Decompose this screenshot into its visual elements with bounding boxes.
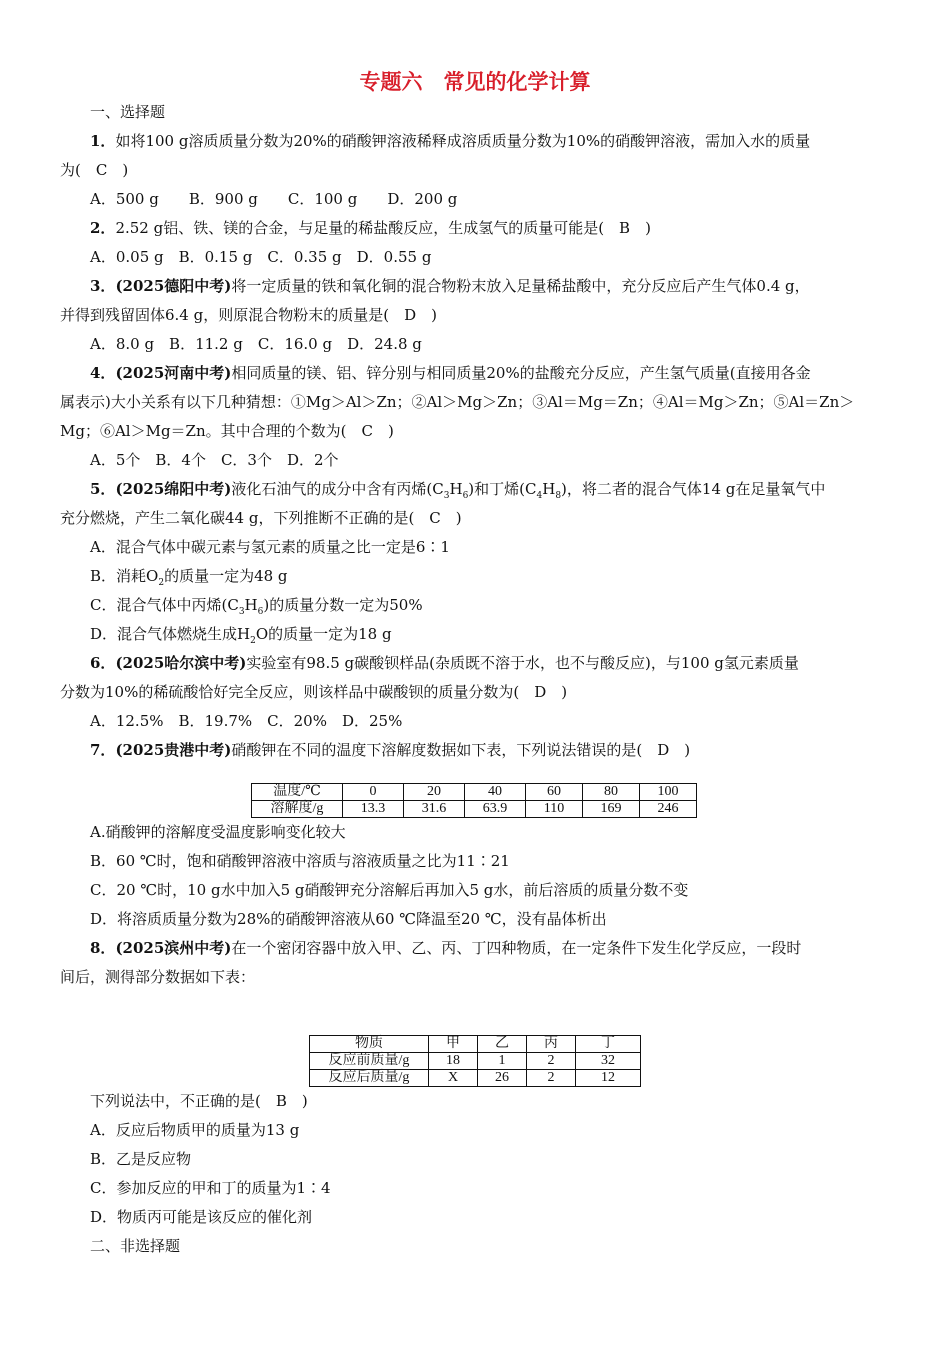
table-cell: 80	[583, 784, 640, 801]
text-segment: H	[449, 480, 463, 498]
table-cell: 20	[404, 784, 465, 801]
text-segment: )的质量分数一定为50%	[263, 596, 423, 614]
question-6-continued: 分数为10%的稀硫酸恰好完全反应，则该样品中碳酸钡的质量分数为( D )	[60, 683, 568, 701]
text-segment: )和丁烯(C	[468, 480, 537, 498]
table-cell: 反应前质量/g	[310, 1053, 429, 1070]
text-segment: 的质量一定为48 g	[164, 567, 288, 585]
question-2	[60, 214, 896, 243]
table-cell: 63.9	[465, 801, 526, 818]
question-number: 5．	[90, 480, 116, 498]
question-number: 7．	[90, 741, 116, 759]
text-segment: D．混合气体燃烧生成H	[90, 625, 251, 643]
table-cell: X	[429, 1070, 478, 1087]
question-2-options: A．0.05 g B．0.15 g C．0.35 g D．0.55 g	[90, 248, 432, 266]
question-5-continued: 充分燃烧，产生二氧化碳44 g，下列推断不正确的是( C )	[60, 509, 462, 527]
reaction-table-wrapper	[60, 992, 896, 1087]
table-cell: 40	[465, 784, 526, 801]
question-text: 2.52 g铝、铁、镁的合金，与足量的稀盐酸反应，生成氢气的质量可能是( B )	[115, 219, 651, 237]
question-8-option-b: B．乙是反应物	[90, 1150, 192, 1168]
table-cell: 246	[640, 801, 697, 818]
subscript: 3	[443, 491, 450, 501]
question-3-continued: 并得到残留固体6.4 g，则原混合物粉末的质量是( D )	[60, 306, 437, 324]
subscript: 8	[555, 491, 562, 501]
question-5	[60, 475, 896, 504]
question-5-option-c	[60, 591, 896, 620]
question-7	[60, 736, 896, 765]
subscript: 6	[462, 491, 469, 501]
question-source: (2025德阳中考)	[115, 277, 232, 295]
question-7-option-a: A.硝酸钾的溶解度受温度影响变化较大	[90, 823, 346, 841]
question-5-option-a: A．混合气体中碳元素与氢元素的质量之比一定是6∶1	[90, 538, 450, 556]
question-source: (2025河南中考)	[115, 364, 232, 382]
question-number: 3．	[90, 277, 116, 295]
table-row	[252, 784, 697, 801]
subscript: 4	[536, 491, 543, 501]
question-7-option-d: D．将溶质质量分数为28%的硝酸钾溶液从60 ℃降温至20 ℃，没有晶体析出	[90, 910, 607, 928]
solubility-table	[251, 783, 697, 818]
question-text: 将一定质量的铁和氧化铜的混合物粉末放入足量稀盐酸中，充分反应后产生气体0.4 g，	[231, 277, 810, 295]
table-row	[310, 1036, 641, 1053]
question-8-continued: 间后，测得部分数据如下表：	[60, 968, 256, 986]
question-text: 实验室有98.5 g碳酸钡样品(杂质既不溶于水，也不与酸反应)，与100 g氢元素质量	[246, 654, 799, 672]
subscript: 6	[257, 607, 264, 617]
page-title: 专题六 常见的化学计算	[359, 70, 591, 94]
reaction-table	[309, 1035, 641, 1087]
question-7-option-b: B．60 ℃时，饱和硝酸钾溶液中溶质与溶液质量之比为11∶21	[90, 852, 510, 870]
text-segment: 液化石油气的成分中含有丙烯(C	[231, 480, 444, 498]
table-cell: 2	[527, 1053, 576, 1070]
question-number: 8．	[90, 939, 116, 957]
text-segment: H	[244, 596, 258, 614]
table-cell: 60	[526, 784, 583, 801]
question-number: 2．	[90, 219, 116, 237]
table-cell: 100	[640, 784, 697, 801]
question-3	[60, 272, 896, 301]
table-cell: 12	[576, 1070, 641, 1087]
subscript: 3	[238, 607, 245, 617]
question-text: 相同质量的镁、铝、锌分别与相同质量20%的盐酸充分反应，产生氢气质量(直接用各金	[231, 364, 811, 382]
section-heading-choice: 一、选择题	[90, 103, 166, 121]
question-source: (2025哈尔滨中考)	[115, 654, 247, 672]
question-5-option-d	[60, 620, 896, 649]
question-source: (2025滨州中考)	[115, 939, 232, 957]
question-source: (2025绵阳中考)	[115, 480, 232, 498]
question-number: 4．	[90, 364, 116, 382]
table-cell: 0	[343, 784, 404, 801]
table-cell: 丙	[527, 1036, 576, 1053]
subscript: 2	[250, 636, 256, 646]
question-6-options: A．12.5% B．19.7% C．20% D．25%	[90, 712, 403, 730]
table-cell: 温度/℃	[252, 784, 343, 801]
question-7-option-c: C．20 ℃时，10 g水中加入5 g硝酸钾充分溶解后再加入5 g水，前后溶质的质量分数不变	[90, 881, 689, 899]
table-cell: 110	[526, 801, 583, 818]
text-segment: C．混合气体中丙烯(C	[90, 596, 239, 614]
section-heading-non-choice: 二、非选择题	[90, 1237, 181, 1255]
text-segment: )，将二者的混合气体14 g在足量氧气中	[561, 480, 826, 498]
question-1	[60, 127, 896, 156]
text-segment: H	[542, 480, 556, 498]
question-8-option-a: A．反应后物质甲的质量为13 g	[90, 1121, 300, 1139]
question-number: 1．	[90, 132, 116, 150]
subscript: 2	[158, 578, 165, 588]
table-row	[310, 1053, 641, 1070]
table-cell: 26	[478, 1070, 527, 1087]
text-segment: B．消耗O	[90, 567, 159, 585]
document-body	[60, 98, 896, 1261]
table-cell: 乙	[478, 1036, 527, 1053]
question-number: 6．	[90, 654, 116, 672]
question-text: 硝酸钾在不同的温度下溶解度数据如下表，下列说法错误的是( D )	[231, 741, 691, 759]
question-source: (2025贵港中考)	[115, 741, 232, 759]
table-cell: 2	[527, 1070, 576, 1087]
table-cell: 反应后质量/g	[310, 1070, 429, 1087]
table-cell: 13.3	[343, 801, 404, 818]
table-cell: 甲	[429, 1036, 478, 1053]
question-1-continued: 为( C )	[60, 161, 129, 179]
question-8-option-d: D．物质丙可能是该反应的催化剂	[90, 1208, 313, 1226]
question-4-continued: 属表示)大小关系有以下几种猜想：①Mg＞Al＞Zn；②Al＞Mg＞Zn；③Al＝Mg＝Zn；④Al＝Mg＞Zn；⑤Al＝Zn＞	[60, 393, 855, 411]
question-4	[60, 359, 896, 388]
solubility-table-wrapper	[60, 765, 896, 818]
table-cell: 31.6	[404, 801, 465, 818]
table-cell: 溶解度/g	[252, 801, 343, 818]
text-segment: O的质量一定为18 g	[255, 625, 392, 643]
table-cell: 32	[576, 1053, 641, 1070]
question-6	[60, 649, 896, 678]
question-5-option-b	[60, 562, 896, 591]
question-8	[60, 934, 896, 963]
table-cell: 169	[583, 801, 640, 818]
question-3-options: A．8.0 g B．11.2 g C．16.0 g D．24.8 g	[90, 335, 422, 353]
table-cell: 丁	[576, 1036, 641, 1053]
question-text: 如将100 g溶质质量分数为20%的硝酸钾溶液稀释成溶质质量分数为10%的硝酸钾溶液，需加入水的质量	[115, 132, 811, 150]
table-cell: 18	[429, 1053, 478, 1070]
table-cell: 1	[478, 1053, 527, 1070]
question-text: 在一个密闭容器中放入甲、乙、丙、丁四种物质，在一定条件下发生化学反应，一段时	[231, 939, 802, 957]
question-1-options: A．500 g B．900 g C．100 g D．200 g	[90, 190, 458, 208]
table-row	[310, 1070, 641, 1087]
question-text	[231, 480, 826, 501]
question-4-continued-2: Mg；⑥Al＞Mg＝Zn。其中合理的个数为( C )	[60, 422, 394, 440]
table-cell: 物质	[310, 1036, 429, 1053]
question-4-options: A．5个 B．4个 C．3个 D．2个	[90, 451, 339, 469]
question-8-stem: 下列说法中，不正确的是( B )	[90, 1092, 308, 1110]
table-row	[252, 801, 697, 818]
question-8-option-c: C．参加反应的甲和丁的质量为1∶4	[90, 1179, 331, 1197]
